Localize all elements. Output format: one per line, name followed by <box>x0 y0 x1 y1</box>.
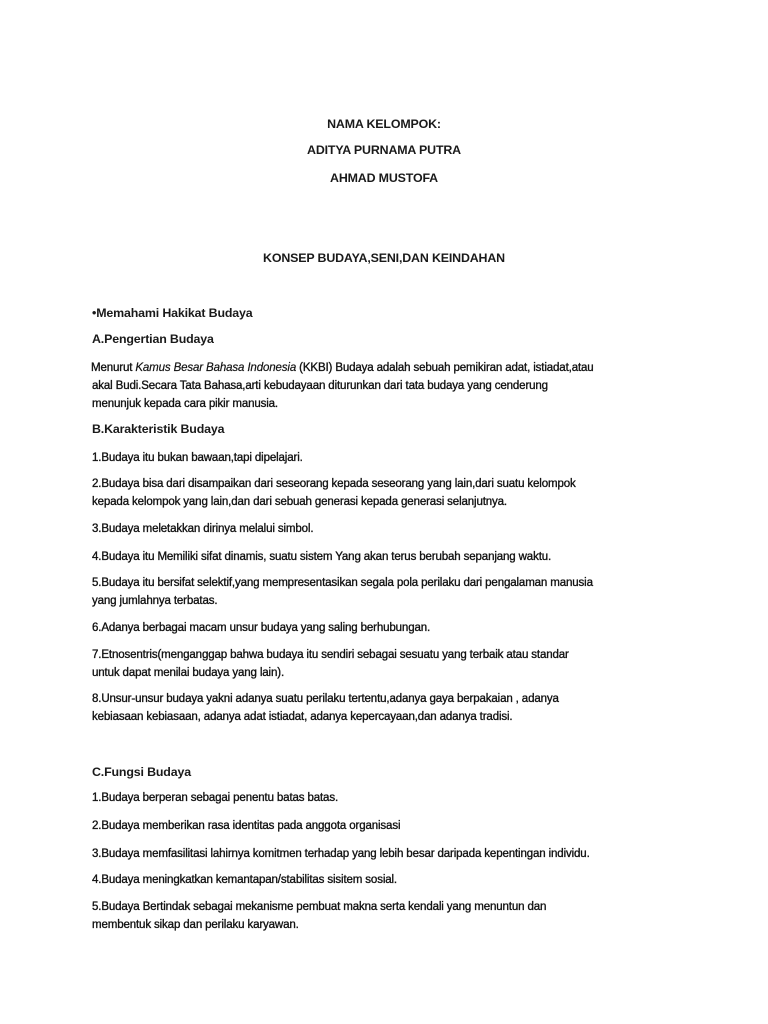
list-item: 6.Adanya berbagai macam unsur budaya yang saling berhubungan. <box>92 620 431 634</box>
paragraph-line: menunjuk kepada cara pikir manusia. <box>92 396 278 410</box>
list-item: 3.Budaya meletakkan dirinya melalui simbol. <box>92 521 314 535</box>
section-c-heading: C.Fungsi Budaya <box>92 765 191 779</box>
list-item: 5.Budaya Bertindak sebagai mekanisme pembuat makna serta kendali yang menuntun dan <box>92 899 547 913</box>
document-title: KONSEP BUDAYA,SENI,DAN KEINDAHAN <box>263 251 505 265</box>
list-item: 1.Budaya berperan sebagai penentu batas batas. <box>92 790 339 804</box>
list-item: 5.Budaya itu bersifat selektif,yang mempresentasikan segala pola perilaku dari pengalaman manusia <box>92 575 593 589</box>
list-item-continuation: untuk dapat menilai budaya yang lain). <box>92 665 285 679</box>
member-name: ADITYA PURNAMA PUTRA <box>307 143 461 157</box>
list-item: 2.Budaya bisa dari disampaikan dari seseorang kepada seseorang yang lain,dari suatu kelompok <box>92 476 576 490</box>
list-item: 1.Budaya itu bukan bawaan,tapi dipelajari. <box>92 450 303 464</box>
dictionary-name-italic: Kamus Besar Bahasa Indonesia <box>135 360 297 374</box>
paragraph-text: Menurut <box>91 360 136 374</box>
member-name: AHMAD MUSTOFA <box>330 171 438 185</box>
group-label: NAMA KELOMPOK: <box>327 117 441 131</box>
list-item: 3.Budaya memfasilitasi lahirnya komitmen terhadap yang lebih besar daripada kepentingan individu. <box>92 846 590 860</box>
section-a-heading: A.Pengertian Budaya <box>92 332 214 346</box>
paragraph-line <box>91 358 594 376</box>
section-heading: •Memahami Hakikat Budaya <box>92 306 253 320</box>
list-item-continuation: kepada kelompok yang lain,dan dari sebuah generasi kepada generasi selanjutnya. <box>92 494 508 508</box>
section-b-heading: B.Karakteristik Budaya <box>92 422 225 436</box>
list-item: 2.Budaya memberikan rasa identitas pada anggota organisasi <box>92 818 401 832</box>
paragraph-text: (KKBI) Budaya adalah sebuah pemikiran adat, istiadat,atau <box>296 360 594 374</box>
list-item-continuation: kebiasaan kebiasaan, adanya adat istiadat, adanya kepercayaan,dan adanya tradisi. <box>92 709 513 723</box>
list-item: 8.Unsur-unsur budaya yakni adanya suatu perilaku tertentu,adanya gaya berpakaian , adanya <box>92 691 559 705</box>
list-item: 4.Budaya itu Memiliki sifat dinamis, suatu sistem Yang akan terus berubah sepanjang waktu. <box>92 549 552 563</box>
list-item: 7.Etnosentris(menganggap bahwa budaya itu sendiri sebagai sesuatu yang terbaik atau standar <box>92 647 569 661</box>
list-item-continuation: membentuk sikap dan perilaku karyawan. <box>92 917 299 931</box>
list-item: 4.Budaya meningkatkan kemantapan/stabilitas sisitem sosial. <box>92 872 397 886</box>
paragraph-line: akal Budi.Secara Tata Bahasa,arti kebudayaan diturunkan dari tata budaya yang cenderung <box>92 378 548 392</box>
list-item-continuation: yang jumlahnya terbatas. <box>92 593 218 607</box>
